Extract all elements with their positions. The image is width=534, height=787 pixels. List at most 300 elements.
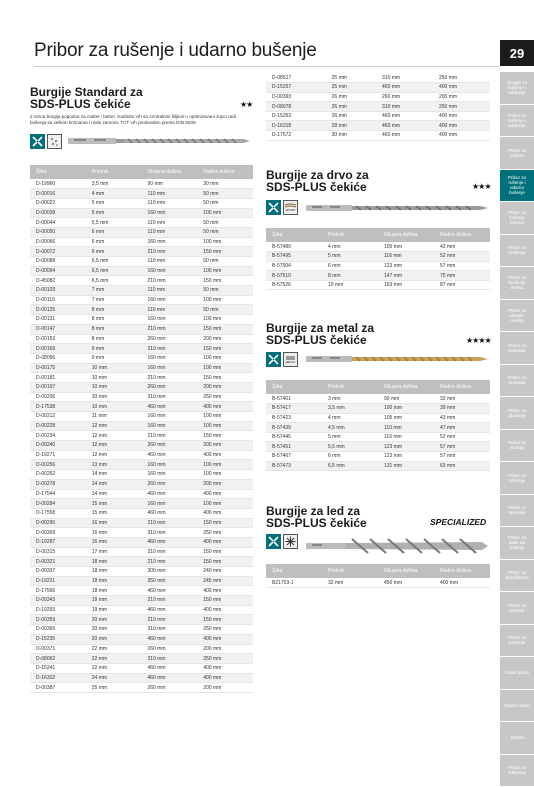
cell-diameter: 6 mm bbox=[322, 452, 378, 462]
col-header-diameter: Prečnik bbox=[322, 564, 378, 578]
cell-code: D-00284 bbox=[30, 499, 86, 509]
cell-code: B-57439 bbox=[266, 423, 322, 433]
col-header-diameter: Prečnik bbox=[322, 228, 378, 242]
cell-diameter: 16 mm bbox=[86, 537, 142, 547]
title-line-2: SDS-PLUS čekiće bbox=[266, 516, 367, 530]
cell-working-length: 47 mm bbox=[434, 423, 490, 433]
cell-code: B-57423 bbox=[266, 413, 322, 423]
cell-working-length: 245 mm bbox=[197, 576, 253, 586]
cell-total-length: 210 mm bbox=[142, 344, 198, 354]
side-tab-9[interactable]: Pribor za prskanje bbox=[500, 365, 534, 397]
cell-total-length: 460 mm bbox=[376, 111, 433, 121]
cell-working-length: 75 mm bbox=[434, 271, 490, 281]
cell-total-length: 160 mm bbox=[142, 363, 198, 373]
cell-code: D-00050 bbox=[30, 227, 86, 237]
cell-code: D-00044 bbox=[30, 218, 86, 228]
side-tab-1[interactable]: Pribor za bušenje i odvijanje bbox=[500, 105, 534, 137]
cell-total-length: 460 mm bbox=[142, 605, 198, 615]
cell-diameter: 22 mm bbox=[86, 644, 142, 654]
cell-diameter: 5 mm bbox=[86, 198, 142, 208]
cell-working-length: 100 mm bbox=[197, 295, 253, 305]
cell-diameter: 13 mm bbox=[86, 460, 142, 470]
side-tab-19[interactable]: Radno odelo bbox=[500, 690, 534, 722]
cell-code: D-17566 bbox=[30, 586, 86, 596]
cell-code: D-00343 bbox=[30, 596, 86, 606]
cell-diameter: 10 mm bbox=[86, 382, 142, 392]
side-tab-15[interactable]: Pribor za skladištenje bbox=[500, 560, 534, 592]
cell-working-length: 87 mm bbox=[434, 280, 490, 290]
cell-working-length: 63 mm bbox=[434, 461, 490, 471]
col-header-working-length: Radna dužina bbox=[434, 564, 490, 578]
cell-total-length: 300 mm bbox=[142, 567, 198, 577]
cell-total-length: 160 mm bbox=[142, 237, 198, 247]
table-row bbox=[266, 271, 490, 281]
table-row bbox=[30, 470, 253, 480]
cell-diameter: 6 mm bbox=[86, 247, 142, 257]
cell-code: D-00337 bbox=[30, 567, 86, 577]
col-header-total-length: Ukupna dužina bbox=[142, 165, 198, 179]
cell-total-length: 100 mm bbox=[378, 404, 434, 414]
cell-diameter: 5 mm bbox=[86, 208, 142, 218]
table-row bbox=[30, 382, 253, 392]
cell-working-length: 400 mm bbox=[197, 537, 253, 547]
cell-total-length: 90 mm bbox=[142, 179, 198, 189]
cell-working-length: 50 mm bbox=[197, 189, 253, 199]
side-tab-index bbox=[500, 72, 534, 787]
cell-code: D-00228 bbox=[30, 421, 86, 431]
cell-working-length: 200 mm bbox=[433, 92, 490, 102]
cell-working-length: 400 mm bbox=[197, 450, 253, 460]
cell-total-length: 260 mm bbox=[376, 92, 433, 102]
cell-diameter: 9 mm bbox=[86, 353, 142, 363]
cell-diameter: 22 mm bbox=[86, 663, 142, 673]
cell-total-length: 123 mm bbox=[378, 452, 434, 462]
cell-code: D-08078 bbox=[266, 102, 326, 112]
table-row bbox=[30, 208, 253, 218]
cell-working-length: 250 mm bbox=[197, 654, 253, 664]
cell-diameter: 19 mm bbox=[86, 605, 142, 615]
cell-working-length: 150 mm bbox=[197, 276, 253, 286]
table-row bbox=[30, 392, 253, 402]
side-tab-17[interactable]: Pribor za merenje bbox=[500, 625, 534, 657]
table-row bbox=[30, 247, 253, 257]
cell-code: D-19271 bbox=[30, 450, 86, 460]
cell-total-length: 460 mm bbox=[142, 634, 198, 644]
cell-total-length: 160 mm bbox=[142, 266, 198, 276]
section-title-ice bbox=[266, 505, 367, 529]
cell-code: D-00125 bbox=[30, 305, 86, 315]
metal-icon-label: METAL bbox=[285, 360, 296, 364]
cell-diameter: 4 mm bbox=[322, 413, 378, 423]
cell-diameter: 15 mm bbox=[86, 499, 142, 509]
side-tab-10[interactable]: Pribor za glodanje bbox=[500, 397, 534, 429]
product-description: 2 rezna burgija pogodna za malter i beton. Karbidni vrh sa centralnim šiljkom i optimizovani zupci radi bušenja sa velikim brzinama i malo zamora. TCT vrh proizveden prema DIN 8039. bbox=[30, 114, 236, 125]
table-row bbox=[266, 92, 490, 102]
page-title: Pribor za rušenje i udarno bušenje bbox=[34, 40, 317, 61]
cell-working-length: 400 mm bbox=[433, 111, 490, 121]
cell-code: D-00278 bbox=[30, 479, 86, 489]
cell-code: B-57489 bbox=[266, 242, 322, 252]
cell-total-length: 110 mm bbox=[142, 305, 198, 315]
side-tab-5[interactable]: Pribor za brušenje bbox=[500, 235, 534, 267]
cell-code: D-00321 bbox=[30, 557, 86, 567]
col-header-code: Šifra bbox=[266, 380, 322, 394]
cell-diameter: 3,5 mm bbox=[86, 179, 142, 189]
cell-code: D-00371 bbox=[30, 644, 86, 654]
cell-total-length: 110 mm bbox=[142, 227, 198, 237]
table-row bbox=[30, 596, 253, 606]
cell-diameter: 26 mm bbox=[326, 92, 376, 102]
cell-total-length: 210 mm bbox=[142, 276, 198, 286]
section-title-standard bbox=[30, 86, 143, 110]
table-row bbox=[30, 179, 253, 189]
cell-total-length: 460 mm bbox=[376, 131, 433, 141]
cell-total-length: 105 mm bbox=[378, 242, 434, 252]
cell-code: D-15235 bbox=[30, 634, 86, 644]
cell-code: D-00169 bbox=[30, 344, 86, 354]
wood-drill-bit-image bbox=[304, 198, 490, 218]
cell-total-length: 460 mm bbox=[142, 450, 198, 460]
table-row bbox=[30, 431, 253, 441]
cell-working-length: 250 mm bbox=[197, 528, 253, 538]
col-header-code: Šifra bbox=[266, 564, 322, 578]
cell-working-length: 50 mm bbox=[197, 305, 253, 315]
cell-working-length: 57 mm bbox=[434, 442, 490, 452]
side-tab-21[interactable]: Pribor za vrtlarstvo bbox=[500, 755, 534, 787]
cell-total-length: 110 mm bbox=[142, 286, 198, 296]
side-tab-3[interactable]: Pribor za rušenje i udarno bušenje bbox=[500, 170, 534, 202]
cell-total-length: 460 mm bbox=[142, 508, 198, 518]
cell-total-length: 131 mm bbox=[378, 461, 434, 471]
table-row bbox=[266, 83, 490, 93]
table-row bbox=[266, 442, 490, 452]
cell-total-length: 160 mm bbox=[142, 208, 198, 218]
cell-diameter: 5,5 mm bbox=[322, 442, 378, 452]
cell-code: D-00262 bbox=[30, 470, 86, 480]
cell-working-length: 400 mm bbox=[197, 673, 253, 683]
cell-code: B-57445 bbox=[266, 432, 322, 442]
side-tab-20[interactable]: Zaštita bbox=[500, 722, 534, 754]
wood-icon bbox=[283, 200, 298, 215]
cell-working-length: 150 mm bbox=[197, 344, 253, 354]
cell-diameter: 5 mm bbox=[322, 432, 378, 442]
side-tab-18[interactable]: Ostali pribor bbox=[500, 657, 534, 689]
cell-total-length: 110 mm bbox=[142, 198, 198, 208]
cell-total-length: 160 mm bbox=[142, 412, 198, 422]
standard-spec-table-continued bbox=[266, 73, 490, 141]
cell-working-length: 100 mm bbox=[197, 353, 253, 363]
cell-code: D-00131 bbox=[30, 315, 86, 325]
standard-spec-table bbox=[30, 165, 253, 693]
cell-total-length: 450 mm bbox=[378, 578, 434, 588]
cell-diameter: 10 mm bbox=[86, 373, 142, 383]
cell-code: D-16318 bbox=[266, 121, 326, 131]
cell-working-length: 100 mm bbox=[197, 315, 253, 325]
title-line-1: Burgije za led za bbox=[266, 504, 361, 518]
cell-total-length: 460 mm bbox=[142, 673, 198, 683]
cell-code: D-00022 bbox=[30, 198, 86, 208]
cell-diameter: 24 mm bbox=[86, 673, 142, 683]
cell-code: D-00072 bbox=[30, 247, 86, 257]
cell-working-length: 150 mm bbox=[197, 596, 253, 606]
table-row bbox=[30, 198, 253, 208]
cell-total-length: 310 mm bbox=[376, 73, 433, 83]
side-tab-16[interactable]: Pribor za rasvetu bbox=[500, 592, 534, 624]
side-tab-2[interactable]: Pribor za testere bbox=[500, 137, 534, 169]
cell-diameter: 25 mm bbox=[326, 73, 376, 83]
table-row bbox=[266, 432, 490, 442]
cell-working-length: 200 mm bbox=[197, 479, 253, 489]
cell-total-length: 260 mm bbox=[142, 382, 198, 392]
cell-working-length: 100 mm bbox=[197, 208, 253, 218]
table-row bbox=[266, 121, 490, 131]
title-line-2: SDS-PLUS čekiće bbox=[266, 333, 367, 347]
cell-code: B-57473 bbox=[266, 461, 322, 471]
cell-total-length: 210 mm bbox=[142, 557, 198, 567]
cell-diameter: 18 mm bbox=[86, 557, 142, 567]
side-tab-6[interactable]: Pribor za brušenje drveta bbox=[500, 267, 534, 299]
cell-code: D-15263 bbox=[266, 111, 326, 121]
sds-drill-bit-image bbox=[66, 131, 254, 151]
cell-working-length: 240 mm bbox=[197, 567, 253, 577]
cell-total-length: 210 mm bbox=[142, 247, 198, 257]
cell-diameter: 26 mm bbox=[326, 111, 376, 121]
table-row bbox=[30, 286, 253, 296]
cell-diameter: 30 mm bbox=[326, 131, 376, 141]
cell-code: D-00206 bbox=[30, 392, 86, 402]
cell-working-length: 200 mm bbox=[197, 382, 253, 392]
snowflake-icon bbox=[283, 534, 298, 549]
cell-diameter: 6 mm bbox=[86, 227, 142, 237]
cell-total-length: 460 mm bbox=[142, 663, 198, 673]
wood-spec-table bbox=[266, 228, 490, 290]
cell-code: D-00359 bbox=[30, 615, 86, 625]
cell-code: D-17558 bbox=[30, 508, 86, 518]
table-row bbox=[30, 227, 253, 237]
side-tab-14[interactable]: Pribor za alate na baterije bbox=[500, 527, 534, 559]
table-row bbox=[30, 189, 253, 199]
cell-total-length: 163 mm bbox=[378, 280, 434, 290]
cell-code: D-00290 bbox=[30, 518, 86, 528]
cell-working-length: 100 mm bbox=[197, 499, 253, 509]
cell-diameter: 3,5 mm bbox=[322, 404, 378, 414]
cell-diameter: 25 mm bbox=[326, 83, 376, 93]
table-row bbox=[30, 479, 253, 489]
col-header-working-length: Radna dužina bbox=[434, 380, 490, 394]
wood-icon-label: WOOD bbox=[285, 208, 296, 212]
ice-drill-bit-image bbox=[304, 533, 490, 559]
table-row bbox=[30, 441, 253, 451]
cell-working-length: 39 mm bbox=[434, 404, 490, 414]
cell-code: D-00197 bbox=[30, 382, 86, 392]
table-row bbox=[30, 373, 253, 383]
table-row bbox=[30, 295, 253, 305]
cell-diameter: 32 mm bbox=[322, 578, 378, 588]
side-tab-0[interactable]: Burgije za bušenje i odvijanje bbox=[500, 72, 534, 104]
title-line-1: Burgije za metal za bbox=[266, 321, 375, 335]
cell-diameter: 5,5 mm bbox=[86, 218, 142, 228]
cell-total-length: 310 mm bbox=[142, 528, 198, 538]
cell-code: B-57401 bbox=[266, 394, 322, 404]
cell-code: D-17572 bbox=[266, 131, 326, 141]
cell-working-length: 100 mm bbox=[197, 363, 253, 373]
cell-diameter: 8 mm bbox=[86, 315, 142, 325]
cell-diameter: 8 mm bbox=[86, 305, 142, 315]
table-row bbox=[266, 242, 490, 252]
cell-diameter: 8 mm bbox=[86, 324, 142, 334]
cell-diameter: 14 mm bbox=[86, 470, 142, 480]
hammer-drill-icon bbox=[266, 352, 281, 367]
ice-spec-table bbox=[266, 564, 490, 588]
cell-working-length: 50 mm bbox=[197, 218, 253, 228]
cell-total-length: 460 mm bbox=[142, 537, 198, 547]
table-row bbox=[266, 413, 490, 423]
cell-working-length: 400 mm bbox=[197, 402, 253, 412]
cell-code: B-57504 bbox=[266, 261, 322, 271]
cell-code: D-00175 bbox=[30, 363, 86, 373]
cell-diameter: 10 mm bbox=[86, 363, 142, 373]
cell-working-length: 400 mm bbox=[197, 586, 253, 596]
cell-diameter: 12 mm bbox=[86, 421, 142, 431]
cell-total-length: 260 mm bbox=[142, 441, 198, 451]
cell-code: D-00016 bbox=[30, 189, 86, 199]
cell-total-length: 210 mm bbox=[142, 615, 198, 625]
specialized-badge: SPECIALIZED bbox=[430, 517, 487, 527]
cell-code: D-00212 bbox=[30, 412, 86, 422]
cell-total-length: 90 mm bbox=[378, 394, 434, 404]
cell-working-length: 150 mm bbox=[197, 324, 253, 334]
cell-diameter: 12 mm bbox=[86, 450, 142, 460]
cell-code: D-00088 bbox=[30, 257, 86, 267]
cell-total-length: 350 mm bbox=[142, 576, 198, 586]
cell-code: D-00315 bbox=[30, 547, 86, 557]
col-header-total-length: Ukupna dužina bbox=[378, 564, 434, 578]
cell-code: D-00181 bbox=[30, 373, 86, 383]
table-row bbox=[30, 567, 253, 577]
cell-working-length: 250 mm bbox=[197, 392, 253, 402]
cell-total-length: 210 mm bbox=[142, 518, 198, 528]
cell-working-length: 50 mm bbox=[197, 198, 253, 208]
cell-total-length: 460 mm bbox=[142, 402, 198, 412]
cell-total-length: 147 mm bbox=[378, 271, 434, 281]
side-tab-7[interactable]: Pribor za obradu metala bbox=[500, 300, 534, 332]
cell-diameter: 4 mm bbox=[322, 242, 378, 252]
cell-working-length: 100 mm bbox=[197, 237, 253, 247]
cell-working-length: 100 mm bbox=[197, 266, 253, 276]
cell-diameter: 6 mm bbox=[322, 261, 378, 271]
cell-diameter: 14 mm bbox=[86, 479, 142, 489]
cell-total-length: 116 mm bbox=[378, 432, 434, 442]
side-tab-8[interactable]: Pribor za poliranje bbox=[500, 332, 534, 364]
cell-code: D-00094 bbox=[30, 266, 86, 276]
col-header-working-length: Radna dužina bbox=[197, 165, 253, 179]
col-header-working-length: Radna dužina bbox=[434, 228, 490, 242]
cell-diameter: 7 mm bbox=[86, 286, 142, 296]
cell-diameter: 10 mm bbox=[86, 392, 142, 402]
table-row bbox=[30, 276, 253, 286]
cell-diameter: 26 mm bbox=[326, 102, 376, 112]
table-row bbox=[30, 528, 253, 538]
cell-diameter: 16 mm bbox=[86, 528, 142, 538]
hammer-drill-icon bbox=[30, 134, 45, 149]
cell-total-length: 160 mm bbox=[142, 499, 198, 509]
cell-code: B-57510 bbox=[266, 271, 322, 281]
section-title-metal bbox=[266, 322, 374, 346]
cell-code: D-19221 bbox=[30, 576, 86, 586]
cell-total-length: 160 mm bbox=[142, 295, 198, 305]
side-tab-11[interactable]: Pribor za rezanje bbox=[500, 430, 534, 462]
cell-diameter: 20 mm bbox=[86, 615, 142, 625]
cell-diameter: 8 mm bbox=[86, 334, 142, 344]
cell-working-length: 33 mm bbox=[434, 394, 490, 404]
table-row bbox=[30, 266, 253, 276]
metal-icon bbox=[283, 352, 298, 367]
cell-code: D-19293 bbox=[30, 605, 86, 615]
rating-stars: ★★★ bbox=[472, 182, 491, 191]
table-row bbox=[30, 460, 253, 470]
cell-working-length: 400 mm bbox=[197, 508, 253, 518]
cell-diameter: 18 mm bbox=[86, 586, 142, 596]
cell-working-length: 400 mm bbox=[197, 605, 253, 615]
title-line-1: Burgije Standard za bbox=[30, 85, 143, 99]
cell-total-length: 210 mm bbox=[142, 596, 198, 606]
table-row bbox=[266, 461, 490, 471]
metal-drill-bit-image bbox=[304, 349, 490, 369]
table-row bbox=[30, 537, 253, 547]
cell-code: D-00393 bbox=[266, 92, 326, 102]
table-row bbox=[30, 257, 253, 267]
cell-working-length: 400 mm bbox=[433, 131, 490, 141]
cell-working-length: 52 mm bbox=[434, 432, 490, 442]
cell-total-length: 210 mm bbox=[142, 324, 198, 334]
side-tab-13[interactable]: Pribor za ravnanje bbox=[500, 495, 534, 527]
cell-code: B-57526 bbox=[266, 280, 322, 290]
cell-diameter: 4 mm bbox=[86, 189, 142, 199]
cell-working-length: 100 mm bbox=[197, 421, 253, 431]
cell-total-length: 110 mm bbox=[142, 218, 198, 228]
cell-diameter: 5 mm bbox=[322, 252, 378, 262]
table-row bbox=[266, 131, 490, 141]
rating-stars: ★★★★ bbox=[466, 336, 491, 345]
cell-total-length: 310 mm bbox=[142, 392, 198, 402]
cell-code: B21703-1 bbox=[266, 578, 322, 588]
cell-code: B-57451 bbox=[266, 442, 322, 452]
cell-working-length: 50 mm bbox=[197, 257, 253, 267]
cell-diameter: 15 mm bbox=[86, 508, 142, 518]
side-tab-12[interactable]: Pribor za oštrenje bbox=[500, 462, 534, 494]
cell-code: D-00309 bbox=[30, 528, 86, 538]
cell-working-length: 150 mm bbox=[197, 373, 253, 383]
cell-total-length: 260 mm bbox=[142, 334, 198, 344]
cell-diameter: 12 mm bbox=[86, 441, 142, 451]
cell-total-length: 160 mm bbox=[142, 470, 198, 480]
cell-total-length: 110 mm bbox=[378, 423, 434, 433]
table-row bbox=[266, 102, 490, 112]
cell-working-length: 43 mm bbox=[434, 413, 490, 423]
cell-code: D-00103 bbox=[30, 286, 86, 296]
table-row bbox=[266, 404, 490, 414]
cell-code: D-17538 bbox=[30, 402, 86, 412]
table-row bbox=[266, 394, 490, 404]
side-tab-4[interactable]: Pribor za bušenje betona bbox=[500, 202, 534, 234]
table-row bbox=[30, 654, 253, 664]
cell-code: D-00038 bbox=[30, 208, 86, 218]
table-row bbox=[30, 344, 253, 354]
cell-working-length: 150 mm bbox=[197, 547, 253, 557]
cell-total-length: 123 mm bbox=[378, 442, 434, 452]
table-row bbox=[30, 324, 253, 334]
hammer-drill-icon bbox=[266, 200, 281, 215]
